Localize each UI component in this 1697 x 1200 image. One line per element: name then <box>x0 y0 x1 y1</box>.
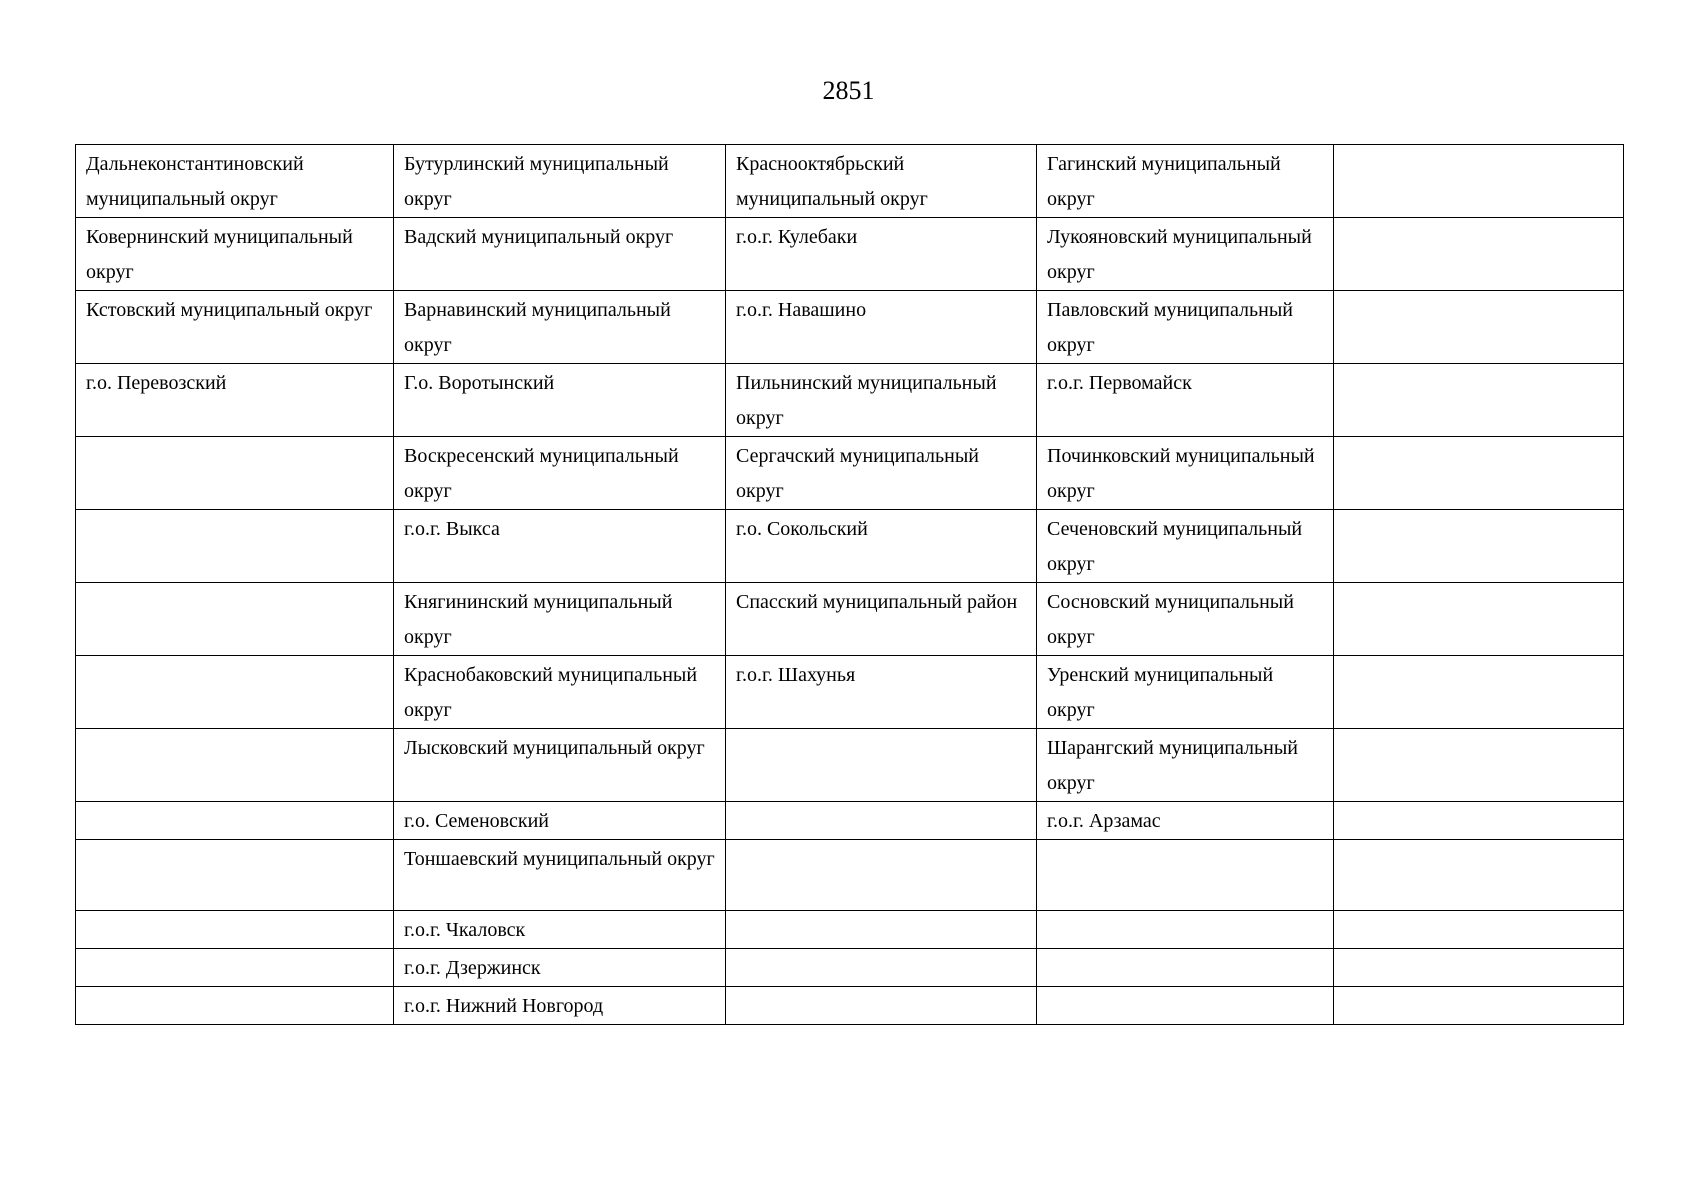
table-row <box>76 145 1624 218</box>
table-cell: г.о.г. Шахунья <box>726 656 1037 729</box>
table-cell: Павловский муниципальный округ <box>1037 291 1334 364</box>
table-cell <box>1037 987 1334 1025</box>
table-cell <box>1334 911 1624 949</box>
table-row <box>76 802 1624 840</box>
table-cell: г.о. Сокольский <box>726 510 1037 583</box>
table-cell <box>76 729 394 802</box>
table-cell: Сеченовский муниципальный округ <box>1037 510 1334 583</box>
table-cell <box>1334 802 1624 840</box>
table-cell <box>1037 911 1334 949</box>
table-cell: Дальнеконстантиновский муниципальный округ <box>76 145 394 218</box>
table-cell: г.о.г. Чкаловск <box>394 911 726 949</box>
table-cell: Тоншаевский муниципальный округ <box>394 840 726 911</box>
table-cell <box>1037 949 1334 987</box>
table-cell: Лукояновский муниципальный округ <box>1037 218 1334 291</box>
table-cell <box>76 656 394 729</box>
table-cell <box>76 840 394 911</box>
table-cell <box>76 510 394 583</box>
table-cell: Г.о. Воротынский <box>394 364 726 437</box>
table-cell <box>1334 218 1624 291</box>
table-cell: Сергачский муниципальный округ <box>726 437 1037 510</box>
table-cell: Кстовский муниципальный округ <box>76 291 394 364</box>
table-row <box>76 656 1624 729</box>
table-cell <box>76 987 394 1025</box>
table-cell: Починковский муниципальный округ <box>1037 437 1334 510</box>
table-cell: Краснооктябрьский муниципальный округ <box>726 145 1037 218</box>
table-cell: Воскресенский муниципальный округ <box>394 437 726 510</box>
table-row <box>76 840 1624 911</box>
table-cell: Сосновский муниципальный округ <box>1037 583 1334 656</box>
table-cell: г.о.г. Кулебаки <box>726 218 1037 291</box>
table-cell <box>76 583 394 656</box>
table-cell <box>1334 510 1624 583</box>
table-cell: Бутурлинский муниципальный округ <box>394 145 726 218</box>
table-cell <box>726 987 1037 1025</box>
table-row <box>76 987 1624 1025</box>
table-row <box>76 291 1624 364</box>
table-cell: г.о.г. Дзержинск <box>394 949 726 987</box>
table-cell: г.о. Семеновский <box>394 802 726 840</box>
table-row <box>76 729 1624 802</box>
table-cell <box>726 911 1037 949</box>
table-cell: г.о.г. Выкса <box>394 510 726 583</box>
page-number: 2851 <box>822 76 875 105</box>
table-cell: г.о. Перевозский <box>76 364 394 437</box>
table-cell: Пильнинский муниципальный округ <box>726 364 1037 437</box>
municipalities-table <box>75 144 1624 1025</box>
table-cell <box>1334 364 1624 437</box>
table-cell: г.о.г. Нижний Новгород <box>394 987 726 1025</box>
table-cell <box>726 802 1037 840</box>
table-cell <box>1334 987 1624 1025</box>
table-cell <box>76 437 394 510</box>
table-cell: Вадский муниципальный округ <box>394 218 726 291</box>
table-row <box>76 583 1624 656</box>
table-cell <box>726 949 1037 987</box>
table-row <box>76 510 1624 583</box>
table-cell: Уренский муниципальный округ <box>1037 656 1334 729</box>
table-cell <box>1334 583 1624 656</box>
table-cell: Лысковский муниципальный округ <box>394 729 726 802</box>
table-cell <box>76 911 394 949</box>
table-cell <box>1334 729 1624 802</box>
table-cell <box>76 949 394 987</box>
table-cell <box>726 729 1037 802</box>
table-cell <box>1334 840 1624 911</box>
table-cell <box>1334 656 1624 729</box>
table-cell: Краснобаковский муниципальный округ <box>394 656 726 729</box>
table-cell: Спасский муниципальный район <box>726 583 1037 656</box>
table-cell <box>1037 840 1334 911</box>
table-row <box>76 437 1624 510</box>
table-cell <box>1334 949 1624 987</box>
table-cell <box>1334 437 1624 510</box>
table-cell <box>1334 291 1624 364</box>
table-cell <box>1334 145 1624 218</box>
table-row <box>76 911 1624 949</box>
table-cell: г.о.г. Навашино <box>726 291 1037 364</box>
table-cell: г.о.г. Арзамас <box>1037 802 1334 840</box>
table-cell: Ковернинский муниципальный округ <box>76 218 394 291</box>
table-cell: г.о.г. Первомайск <box>1037 364 1334 437</box>
table-cell: Шарангский муниципальный округ <box>1037 729 1334 802</box>
table-row <box>76 364 1624 437</box>
table-cell <box>726 840 1037 911</box>
table-cell: Княгининский муниципальный округ <box>394 583 726 656</box>
table-row <box>76 949 1624 987</box>
table-cell: Варнавинский муниципальный округ <box>394 291 726 364</box>
table-cell <box>76 802 394 840</box>
table-cell: Гагинский муниципальный округ <box>1037 145 1334 218</box>
table-row <box>76 218 1624 291</box>
